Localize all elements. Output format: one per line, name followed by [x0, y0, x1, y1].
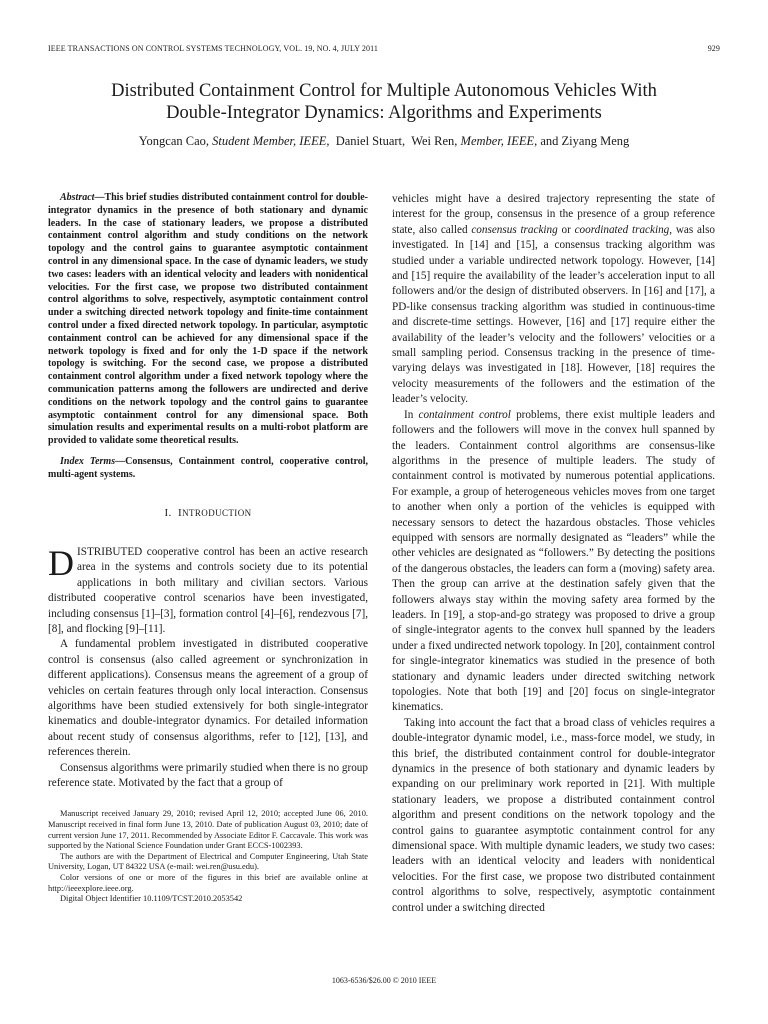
title-line-1: Distributed Containment Control for Multiple Autonomous Vehicles With — [111, 81, 657, 101]
section-numeral: I. — [164, 506, 172, 519]
body-text: or — [557, 223, 575, 236]
left-column — [48, 192, 368, 905]
emphasis-term: consensus tracking — [471, 223, 558, 236]
index-terms-label: Index Terms — [60, 455, 116, 467]
section-heading-introduction — [48, 506, 368, 521]
body-text: , was also investigated. In [14] and [15], a consensus tracking algorithm was studied under a variable undirected network topology. However, [14] and [15] require the availability of the leader’s acceleration input to all followers and/or the design of distributed observers. In [16] and [17], a PD-like consensus tracking algorithm was studied in continuous-time and discrete-time settings. However, [16] and [17] require either the availability of the leader’s velocity and the followers’ velocities or a small sampling period. Consensus tracking in the presence of time-varying delays was investigated in [18]. However, [18] requires the velocity measurements of the followers and the estimation of the leader’s velocity. — [392, 223, 716, 406]
body-paragraph-1 — [392, 192, 715, 408]
paper-title — [40, 80, 728, 124]
footnote-doi: Digital Object Identifier 10.1109/TCST.2010.2053542 — [60, 894, 243, 904]
right-column — [392, 192, 715, 916]
page-footer: 1063-6536/$26.00 © 2010 IEEE — [331, 976, 437, 985]
footnotes — [48, 809, 368, 904]
author-list — [40, 134, 728, 149]
intro-paragraph-2: A fundamental problem investigated in distributed cooperative control is consensus (also called agreement or synchronization in different applications). Consensus means the agreement of a group of vehicles on certain features through only local interaction. Consensus algorithms have been studied extensively for both single-integrator kinematics and double-integrator dynamics. For detailed information about recent study of consensus algorithms, refer to [12], [13], and references therein. — [48, 638, 368, 759]
body-paragraph-3: Taking into account the fact that a broad class of vehicles requires a double-integrator dynamic model, i.e., mass-force model, we study, in this brief, the distributed containment control for double-integrator dynamics in the presence of both stationary and dynamic leaders by expanding on our preliminary work reported in [21]. With multiple stationary leaders, we propose a distributed containment control algorithm and present conditions on the network topology and the control gains to guarantee asymptotic containment control for any dimensional space. With multiple dynamic leaders, we study two cases: leaders with an identical velocity and leaders with nonidentical velocities. For the first case, we propose two distributed containment control algorithms to solve, respectively, asymptotic containment control under a switching directed — [392, 716, 715, 914]
author-affiliation: Member, IEEE, — [460, 134, 538, 148]
footnote-manuscript: Manuscript received January 29, 2010; revised April 12, 2010; accepted June 06, 2010. Manuscript received in final form June 13, 2010. Date of publication August 03, 2010; date of current version June 17, 2011. Recommended by Associate Editor F. Caccavale. This work was supported by the National Science Foundation under Grant ECCS-1002393. — [48, 809, 368, 851]
author-name: and Ziyang Meng — [540, 134, 630, 148]
intro-paragraph-3: Consensus algorithms were primarily studied when there is no group reference state. Motivated by the fact that a group of — [48, 761, 368, 790]
author-name: Daniel Stuart, — [335, 134, 406, 148]
author-affiliation: Student Member, IEEE, — [212, 134, 330, 148]
body-paragraph-2 — [392, 408, 715, 716]
footnote-affiliation: The authors are with the Department of Electrical and Computer Engineering, Utah State University, Logan, UT 84322 USA (e-mail: wei.ren@usu.edu). — [48, 851, 368, 872]
author-name: Wei Ren, — [411, 134, 458, 148]
running-header — [48, 44, 720, 53]
journal-name: IEEE TRANSACTIONS ON CONTROL SYSTEMS TECHNOLOGY, VOL. 19, NO. 4, JULY 2011 — [48, 44, 379, 53]
page-number: 929 — [707, 44, 720, 53]
abstract — [48, 192, 368, 448]
section-title-rest: NTRODUCTION — [182, 507, 252, 518]
intro-paragraph-1-text: ISTRIBUTED cooperative control has been an active research area in the systems and controls society due to its potential applications in both military and civilian sectors. Various distributed cooperative control scenarios have been investigated, including consensus [1]–[3], formation control [4]–[6], rendezvous [7], [8], and flocking [9]–[11]. — [48, 545, 368, 635]
abstract-label: Abstract — [60, 192, 95, 203]
title-line-2: Double-Integrator Dynamics: Algorithms and Experiments — [166, 103, 602, 123]
body-text: In — [404, 408, 419, 421]
section-title-initial: I — [178, 506, 183, 519]
author-name: Yongcan Cao, — [138, 134, 210, 148]
body-text: problems, there exist multiple leaders and followers and the followers will move in the convex hull spanned by the leaders. Containment control algorithms are consensus-like algorithms in the presence of multiple leaders. The study of containment control is motivated by numerous potential applications. For example, a group of heterogeneous vehicles moves from one target to another when only a portion of the vehicles is equipped with necessary sensors to detect the hazardous obstacles. Those vehicles equipped with sensors are normally designated as “leaders” while the other vehicles are designated as “followers.” By detecting the positions of the dangerous obstacles, the leaders can form a (moving) safety area. Then the group can arrive at the destination safely given that the followers always stay within the moving safety area formed by the leaders. In [19], a stop-and-go strategy was proposed to drive a group of single-integrator agents to the convex hull spanned by the leaders under a fixed undirected network topology. In [20], containment control for single-integrator kinematics was studied in the presence of both stationary and dynamic leaders under directed switching network topologies. Note that both [19] and [20] focus on single-integrator kinematics. — [392, 408, 715, 714]
drop-cap: D — [48, 542, 74, 583]
index-terms — [48, 456, 368, 482]
emphasis-term: containment control — [418, 408, 511, 421]
intro-paragraph-1 — [48, 542, 368, 637]
footnote-color-versions: Color versions of one or more of the figures in this brief are available online at http://ieeexplore.ieee.org. — [48, 873, 368, 893]
emphasis-term: coordinated tracking — [574, 223, 670, 236]
index-terms-text: —Consensus, Containment control, cooperative control, multi-agent systems. — [48, 455, 368, 480]
abstract-text: —This brief studies distributed containment control for double-integrator dynamics in the presence of both stationary and dynamic leaders. In the case of stationary leaders, we propose a distributed containment control algorithm and study conditions on the network topology and the control gains to guarantee asymptotic containment control in any dimensional space. In the case of dynamic leaders, we study two cases: leaders with an identical velocity and leaders with nonidentical velocities. For the first case, we propose two distributed containment control algorithms to solve, respectively, asymptotic containment control under a switching directed network topology and finite-time containment control under a fixed directed network topology. In particular, asymptotic containment control can be achieved for any dimensional space if the network topology is fixed and for only the 1-D space if the network topology is switching. For the second case, we propose a distributed containment control algorithm under a fixed network topology where the communication patterns among the followers are undirected and derive conditions on the network topology and the control gains to guarantee asymptotic containment control for any dimensional space. Both simulation results and experimental results on a multi-robot platform are provided to validate some theoretical results. — [48, 192, 368, 447]
body-text: vehicles might have a desired trajectory representing the state of interest for the group, consensus in the presence of a group reference state, also called — [392, 193, 715, 236]
